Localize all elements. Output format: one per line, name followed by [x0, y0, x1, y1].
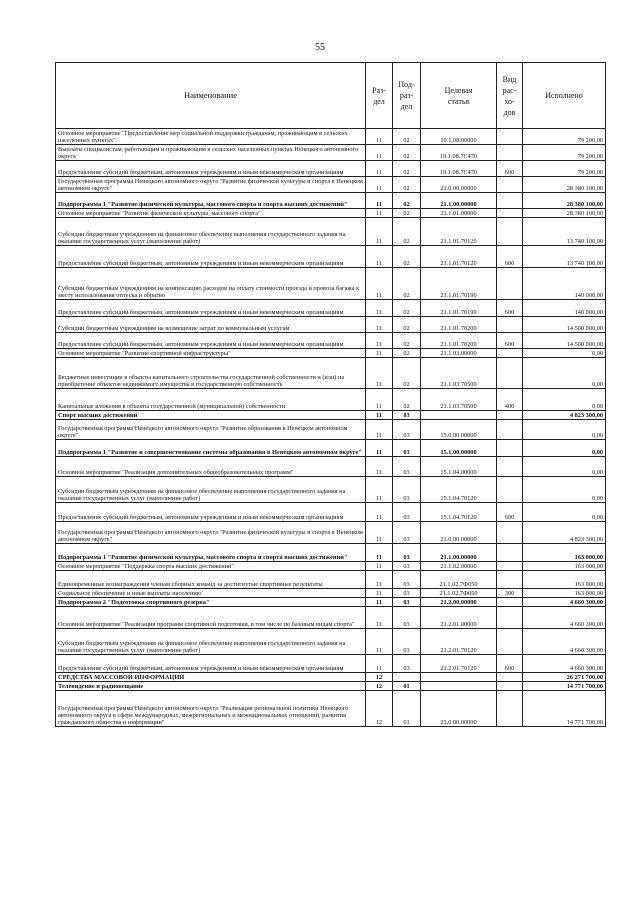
table-row [56, 218, 606, 246]
row-executed: 4 660 300,00 [523, 629, 606, 655]
row-subsection: 02 [393, 300, 421, 317]
row-section: 11 [366, 607, 393, 629]
row-executed: 4 660 300,00 [523, 655, 606, 673]
row-executed: 14 500 000,00 [523, 333, 606, 349]
row-subsection: 02 [393, 333, 421, 349]
table-row [56, 389, 606, 411]
row-section: 11 [366, 300, 393, 317]
row-subsection: 03 [393, 607, 421, 629]
row-executed: 0,00 [523, 440, 606, 457]
row-name: Основное мероприятие "Предоставление мер социальной поддержки гражданам, проживающим в сельских населенных пунктах" [56, 129, 366, 145]
row-executed: 13 740 100,00 [523, 218, 606, 246]
row-section: 11 [366, 477, 393, 503]
row-target: 21.1.00.00000 [421, 544, 497, 562]
row-executed: 0,00 [523, 389, 606, 411]
table-row [56, 571, 606, 589]
row-expense-type [497, 411, 523, 420]
row-target: 21.1.01.70200 [421, 333, 497, 349]
table-row [56, 333, 606, 349]
row-executed: 0,00 [523, 477, 606, 503]
row-target: 21.2.01.70120 [421, 629, 497, 655]
row-target: 21.1.01.70120 [421, 218, 497, 246]
row-subsection: 03 [393, 571, 421, 589]
row-target [421, 411, 497, 420]
row-expense-type: 600 [497, 333, 523, 349]
row-executed: 140 000,00 [523, 300, 606, 317]
row-subsection: 02 [393, 349, 421, 358]
row-name: Телевидение и радиовещание [56, 682, 366, 691]
table-row [56, 411, 606, 420]
row-section: 11 [366, 145, 393, 161]
row-expense-type [497, 477, 523, 503]
table-row [56, 268, 606, 300]
row-executed: 0,00 [523, 457, 606, 477]
row-expense-type [497, 420, 523, 440]
row-name: Субсидии бюджетным учреждениям на финансовое обеспечение выполнения государственного задания на оказание государственных услуг (выполнение работ) [56, 218, 366, 246]
row-subsection: 02 [393, 358, 421, 389]
row-expense-type [497, 691, 523, 727]
row-name: Капитальные вложения в объекты государственной (муниципальной) собственности [56, 389, 366, 411]
row-target: 21.1.01.70120 [421, 246, 497, 268]
row-target: 21.1.03.70500 [421, 389, 497, 411]
row-executed: 14 771 700,00 [523, 682, 606, 691]
row-section: 11 [366, 655, 393, 673]
row-subsection: 02 [393, 317, 421, 333]
row-executed: 0,00 [523, 420, 606, 440]
row-section: 11 [366, 177, 393, 193]
row-section: 12 [366, 673, 393, 682]
row-expense-type: 400 [497, 389, 523, 411]
row-subsection: 03 [393, 522, 421, 544]
table-row [56, 607, 606, 629]
row-subsection: 03 [393, 420, 421, 440]
row-subsection [393, 673, 421, 682]
row-name: Государственная программа Ненецкого автономного округа "Развитие физической культуры и спорта в Ненецком автономном округе" [56, 177, 366, 193]
table-row [56, 477, 606, 503]
row-target: 21.1.03.70500 [421, 358, 497, 389]
col-header-target: Целевая статья [421, 63, 497, 129]
row-expense-type [497, 629, 523, 655]
row-subsection: 02 [393, 246, 421, 268]
row-executed: 28 380 100,00 [523, 193, 606, 209]
row-section: 11 [366, 420, 393, 440]
col-header-expense-type: Вид рас- хо- дов [497, 63, 523, 129]
row-name: Субсидии бюджетным учреждениям на финансовое обеспечение выполнения государственного задания на оказание государственных услуг (выполнение работ) [56, 477, 366, 503]
row-executed: 14 500 000,00 [523, 317, 606, 333]
row-expense-type [497, 522, 523, 544]
row-target: 21.1.02.7Ф050 [421, 589, 497, 598]
table-row [56, 673, 606, 682]
row-expense-type [497, 682, 523, 691]
row-name: Выплаты специалистам, работающим и проживающим в сельских населенных пунктах Ненецкого автономного округа [56, 145, 366, 161]
col-header-section: Раз- дел [366, 63, 393, 129]
row-executed: 79 200,00 [523, 129, 606, 145]
row-subsection: 02 [393, 129, 421, 145]
table-row [56, 655, 606, 673]
row-target: 21.1.02.7Ф050 [421, 571, 497, 589]
row-name: Предоставление субсидий бюджетным, автономным учреждениям и иным некоммерческим организациям [56, 333, 366, 349]
row-subsection: 03 [393, 629, 421, 655]
row-name: СРЕДСТВА МАССОВОЙ ИНФОРМАЦИИ [56, 673, 366, 682]
table-row [56, 129, 606, 145]
row-target: 15.1.04.70120 [421, 503, 497, 522]
row-executed: 163 000,00 [523, 571, 606, 589]
row-target: 21.1.03.00000 [421, 349, 497, 358]
row-section: 11 [366, 589, 393, 598]
row-target: 19.1.08.00000 [421, 129, 497, 145]
row-subsection: 01 [393, 691, 421, 727]
table-row [56, 691, 606, 727]
row-target: 21.2.01.70120 [421, 655, 497, 673]
row-executed: 13 740 100,00 [523, 246, 606, 268]
row-name: Предоставление субсидий бюджетным, автономным учреждениям и иным некоммерческим организациям [56, 655, 366, 673]
row-executed: 140 000,00 [523, 268, 606, 300]
row-section: 11 [366, 317, 393, 333]
row-expense-type [497, 268, 523, 300]
row-name: Подпрограмма 1 "Развитие физической культуры, массового спорта и спорта высших достижений" [56, 193, 366, 209]
row-name: Государственная программа Ненецкого автономного округа "Развитие физической культуры и спорта в Ненецком автономном округе" [56, 522, 366, 544]
row-target: 15.1.04.70120 [421, 477, 497, 503]
table-row [56, 349, 606, 358]
row-name: Основное мероприятие "Реализация дополнительных общеобразовательных программ" [56, 457, 366, 477]
row-executed: 4 823 300,00 [523, 411, 606, 420]
table-row [56, 457, 606, 477]
row-section: 11 [366, 268, 393, 300]
row-section: 11 [366, 598, 393, 607]
table-row [56, 544, 606, 562]
row-section: 11 [366, 562, 393, 571]
row-subsection: 02 [393, 177, 421, 193]
table-row [56, 598, 606, 607]
row-target: 21.1.00.00000 [421, 193, 497, 209]
row-expense-type [497, 349, 523, 358]
row-subsection: 03 [393, 440, 421, 457]
row-subsection: 02 [393, 209, 421, 218]
row-executed: 14 771 700,00 [523, 691, 606, 727]
row-section: 11 [366, 503, 393, 522]
row-expense-type [497, 457, 523, 477]
table-row [56, 209, 606, 218]
row-expense-type [497, 145, 523, 161]
row-expense-type [497, 218, 523, 246]
row-subsection: 03 [393, 598, 421, 607]
row-name: Бюджетные инвестиции в объекты капитального строительства государственной собственности и (или) на приобретение объектов недвижимого имущества в государственную собственность [56, 358, 366, 389]
row-expense-type [497, 177, 523, 193]
row-executed: 79 200,00 [523, 161, 606, 177]
row-section: 11 [366, 629, 393, 655]
row-name: Предоставление субсидий бюджетным, автономным учреждениям и иным некоммерческим организациям [56, 300, 366, 317]
row-target: 15.1.04.00000 [421, 457, 497, 477]
row-name: Основное мероприятие "Поддержка спорта высших достижений" [56, 562, 366, 571]
row-executed: 26 271 700,00 [523, 673, 606, 682]
row-name: Субсидии бюджетным учреждениям на компенсацию расходов на оплату стоимости проезда и провоза багажа к месту использования отпуска и обратно [56, 268, 366, 300]
row-executed: 163 000,00 [523, 562, 606, 571]
table-body [56, 129, 606, 727]
row-subsection: 03 [393, 562, 421, 571]
row-subsection: 03 [393, 655, 421, 673]
row-target [421, 682, 497, 691]
row-expense-type: 600 [497, 246, 523, 268]
row-section: 11 [366, 161, 393, 177]
row-expense-type: 600 [497, 161, 523, 177]
row-expense-type [497, 571, 523, 589]
row-target: 19.1.08.7С470 [421, 145, 497, 161]
row-section: 11 [366, 457, 393, 477]
table-row [56, 246, 606, 268]
row-subsection: 03 [393, 544, 421, 562]
table-row [56, 420, 606, 440]
row-section: 11 [366, 389, 393, 411]
row-target: 21.2.00.00000 [421, 598, 497, 607]
row-expense-type [497, 607, 523, 629]
row-name: Государственная программа Ненецкого автономного округа "Реализация региональной политики Ненецкого автономного округа в сфере международных, межрегиональных и межнациональных отношений, развития гражданского общества и информации" [56, 691, 366, 727]
row-executed: 4 823 300,00 [523, 522, 606, 544]
row-name: Субсидии бюджетным учреждениям на финансовое обеспечение выполнения государственного задания на оказание государственных услуг (выполнение работ) [56, 629, 366, 655]
row-name: Предоставление субсидий бюджетным, автономным учреждениям и иным некоммерческим организациям [56, 246, 366, 268]
row-expense-type [497, 129, 523, 145]
row-name: Социальное обеспечение и иные выплаты населению [56, 589, 366, 598]
row-executed: 79 200,00 [523, 145, 606, 161]
table-row [56, 193, 606, 209]
table-row [56, 522, 606, 544]
row-expense-type [497, 193, 523, 209]
row-subsection: 02 [393, 218, 421, 246]
row-expense-type [497, 440, 523, 457]
row-executed: 0,00 [523, 503, 606, 522]
row-expense-type: 300 [497, 589, 523, 598]
row-section: 11 [366, 333, 393, 349]
row-name: Подпрограмма 1 "Развитие физической культуры, массового спорта и спорта высших достижений" [56, 544, 366, 562]
row-target: 15.1.00.00000 [421, 440, 497, 457]
row-target: 15.0.00.00000 [421, 420, 497, 440]
row-expense-type [497, 209, 523, 218]
row-executed: 163 000,00 [523, 544, 606, 562]
table-row [56, 177, 606, 193]
row-expense-type [497, 544, 523, 562]
row-section: 11 [366, 349, 393, 358]
row-executed: 28 380 100,00 [523, 177, 606, 193]
row-section: 12 [366, 682, 393, 691]
row-executed: 4 660 300,00 [523, 607, 606, 629]
page-number: 55 [315, 42, 325, 53]
row-target: 21.1.02.00000 [421, 562, 497, 571]
row-executed: 0,00 [523, 358, 606, 389]
row-name: Предоставление субсидий бюджетным, автономным учреждениям и иным некоммерческим организациям [56, 503, 366, 522]
row-subsection: 02 [393, 268, 421, 300]
row-subsection: 02 [393, 161, 421, 177]
row-subsection: 01 [393, 682, 421, 691]
row-executed: 163 000,00 [523, 589, 606, 598]
row-expense-type: 600 [497, 300, 523, 317]
row-target: 19.1.08.7С470 [421, 161, 497, 177]
row-section: 12 [366, 691, 393, 727]
row-subsection: 03 [393, 457, 421, 477]
row-section: 11 [366, 522, 393, 544]
row-executed: 4 660 300,00 [523, 598, 606, 607]
row-subsection: 03 [393, 503, 421, 522]
row-section: 11 [366, 218, 393, 246]
row-target: 21.1.01.70190 [421, 268, 497, 300]
table-row [56, 161, 606, 177]
row-name: Подпрограмма 1 "Развитие и совершенствование системы образования в Ненецком автономном округе" [56, 440, 366, 457]
col-header-executed: Исполнено [523, 63, 606, 129]
table-row [56, 682, 606, 691]
row-section: 11 [366, 246, 393, 268]
row-expense-type [497, 317, 523, 333]
row-name: Предоставление субсидий бюджетным, автономным учреждениям и иным некоммерческим организациям [56, 161, 366, 177]
table-row [56, 145, 606, 161]
table-row [56, 562, 606, 571]
row-name: Спорт высших достижений [56, 411, 366, 420]
row-section: 11 [366, 129, 393, 145]
row-section: 11 [366, 209, 393, 218]
row-subsection: 02 [393, 389, 421, 411]
row-name: Подпрограмма 2 "Подготовка спортивного резерва" [56, 598, 366, 607]
table-row [56, 629, 606, 655]
table-row [56, 503, 606, 522]
table-row [56, 440, 606, 457]
row-subsection: 02 [393, 145, 421, 161]
row-target: 21.0.00.00000 [421, 522, 497, 544]
row-executed: 0,00 [523, 349, 606, 358]
row-name: Государственная программа Ненецкого автономного округа "Развитие образования в Ненецком автономном округе" [56, 420, 366, 440]
row-target: 21.1.01.70200 [421, 317, 497, 333]
row-section: 11 [366, 358, 393, 389]
row-section: 11 [366, 193, 393, 209]
row-target: 23.0.00.00000 [421, 691, 497, 727]
row-target: 21.2.01.00000 [421, 607, 497, 629]
row-name: Основное мероприятие "Развитие спортивной инфраструктуры" [56, 349, 366, 358]
row-target: 21.0.00.00000 [421, 177, 497, 193]
table-row [56, 358, 606, 389]
row-expense-type: 600 [497, 503, 523, 522]
row-target: 21.1.01.00000 [421, 209, 497, 218]
row-expense-type [497, 598, 523, 607]
row-subsection: 03 [393, 589, 421, 598]
row-expense-type [497, 358, 523, 389]
row-subsection: 02 [393, 193, 421, 209]
row-target: 21.1.01.70190 [421, 300, 497, 317]
row-expense-type [497, 673, 523, 682]
row-section: 11 [366, 411, 393, 420]
row-section: 11 [366, 544, 393, 562]
row-subsection: 03 [393, 411, 421, 420]
row-expense-type: 600 [497, 655, 523, 673]
table-row [56, 300, 606, 317]
row-name: Субсидии бюджетным учреждениям на возмещение затрат по коммунальным услугам [56, 317, 366, 333]
row-name: Единовременные вознаграждения членам сборных команд за достигнутые спортивные результаты [56, 571, 366, 589]
table-row [56, 317, 606, 333]
row-target [421, 673, 497, 682]
row-name: Основное мероприятие "Реализация программ спортивной подготовки, в том числе по базовым видам спорта" [56, 607, 366, 629]
row-expense-type [497, 562, 523, 571]
row-section: 11 [366, 571, 393, 589]
row-section: 11 [366, 440, 393, 457]
budget-table [55, 62, 606, 727]
row-executed: 28 380 100,00 [523, 209, 606, 218]
row-name: Основное мероприятие "Развитие физической культуры, массового спорта" [56, 209, 366, 218]
row-subsection: 03 [393, 477, 421, 503]
table-row [56, 589, 606, 598]
col-header-name: Наименование [56, 63, 366, 129]
col-header-subsection: Под- раз- дел [393, 63, 421, 129]
